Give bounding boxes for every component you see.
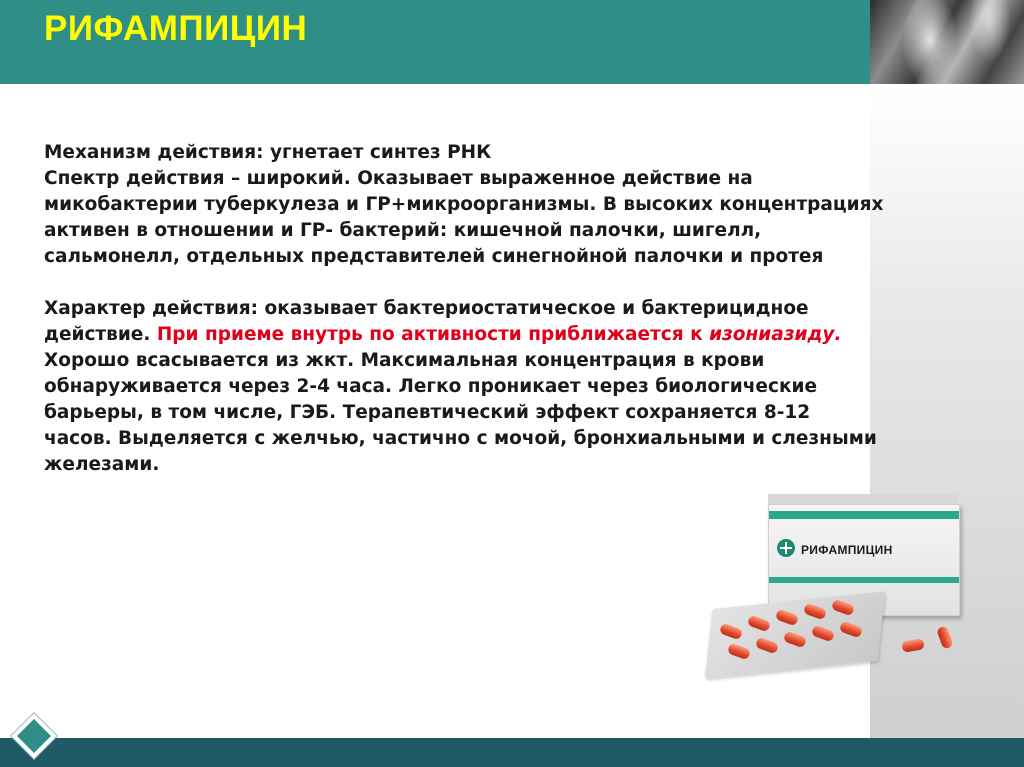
mechanism-line: Механизм действия: угнетает синтез РНК	[44, 142, 492, 163]
capsule	[936, 625, 954, 649]
box-stripe-bottom	[769, 577, 959, 583]
page-title: РИФАМПИЦИН	[44, 9, 308, 48]
box-stripe-top	[769, 511, 959, 519]
action-text-start: Характер действия: оказывает бактериостатическое и бактерицидное действие.	[44, 298, 809, 345]
product-photo	[706, 490, 968, 688]
paragraph-gap	[44, 270, 884, 296]
action-text-highlight: При приеме внутрь по активности приближается к	[156, 324, 710, 345]
box-label: РИФАМПИЦИН	[801, 543, 893, 557]
footer-bar	[0, 738, 1024, 767]
action-text-highlight-italic: изониазиду.	[709, 324, 842, 345]
slide-body	[44, 140, 884, 478]
action-paragraph	[44, 296, 884, 478]
medical-cross-icon	[777, 539, 795, 557]
action-text-end: Хорошо всасывается из жкт. Максимальная концентрация в крови обнаруживается через 2-4 часа. Легко проникает через биологические барьеры, в том числе, ГЭБ. Терапевтический эффект сохраняется 8-12 часов. Выделяется с желчью, частично с мочой, бронхиальными и слезными железами.	[44, 350, 877, 475]
capsule	[901, 638, 925, 653]
decorative-metal-image	[870, 0, 1024, 84]
header-bar	[0, 0, 870, 84]
spectrum-paragraph: Спектр действия – широкий. Оказывает выраженное действие на микобактерии туберкулеза и ГР+микроорганизмы. В высоких концентрациях активен в отношении и ГР- бактерий: кишечной палочки, шигелл, сальмонелл, отдельных представителей синегнойной палочки и протея	[44, 168, 884, 267]
box-lid	[768, 494, 958, 504]
